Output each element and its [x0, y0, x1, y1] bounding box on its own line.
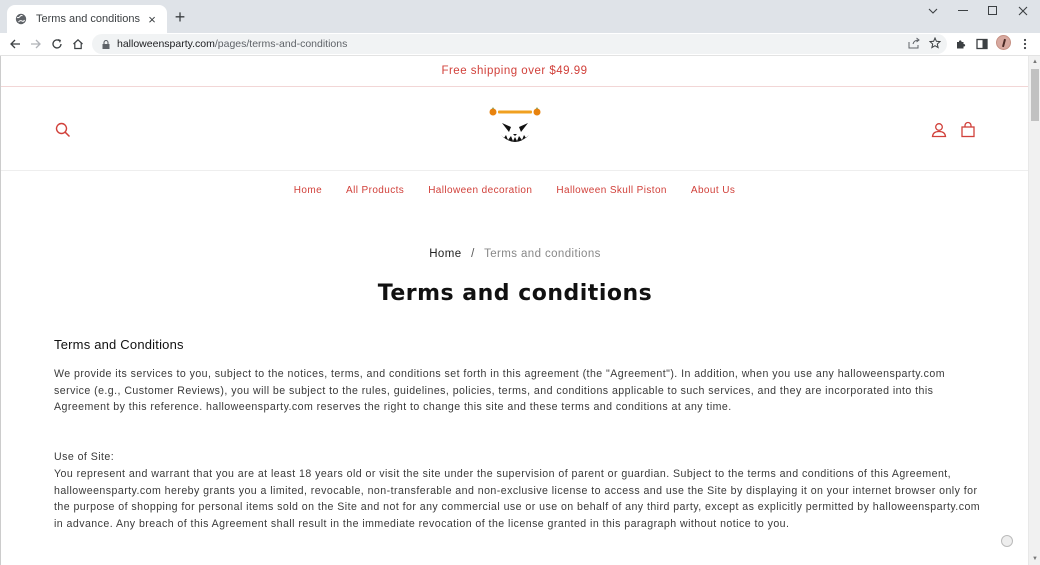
tab-title: Terms and conditions	[36, 13, 140, 25]
minimize-window-icon[interactable]	[948, 0, 978, 22]
main-nav	[1, 171, 1028, 209]
globe-icon	[15, 13, 27, 25]
nav-about-us[interactable]: About Us	[690, 184, 736, 196]
cart-bag-icon[interactable]	[959, 121, 977, 139]
address-bar[interactable]	[92, 34, 947, 54]
section-heading: Terms and Conditions	[54, 337, 184, 352]
use-of-site-heading: Use of Site:	[54, 451, 115, 464]
breadcrumb-current: Terms and conditions	[484, 248, 601, 260]
side-panel-icon[interactable]	[973, 35, 991, 53]
site-logo[interactable]	[487, 103, 543, 157]
lock-icon	[102, 40, 110, 49]
nav-halloween-skull-piston[interactable]: Halloween Skull Piston	[556, 184, 667, 196]
scroll-down-arrow-icon[interactable]: ▼	[1032, 556, 1038, 562]
extensions-puzzle-icon[interactable]	[952, 35, 970, 53]
scroll-up-arrow-icon[interactable]: ▲	[1032, 59, 1038, 65]
announcement-bar	[1, 56, 1028, 87]
page-scrollbar[interactable]	[1028, 56, 1040, 565]
home-icon[interactable]	[69, 35, 87, 53]
breadcrumb-separator: /	[471, 248, 475, 260]
browser-tab-active[interactable]	[7, 5, 167, 33]
new-tab-button[interactable]: +	[174, 7, 186, 27]
maximize-window-icon[interactable]	[978, 0, 1008, 22]
tab-search-chevron-icon[interactable]	[918, 0, 948, 22]
browser-tabstrip	[0, 0, 1040, 33]
nav-home[interactable]: Home	[293, 184, 323, 196]
page-content	[54, 337, 984, 533]
chat-widget-icon[interactable]	[1001, 535, 1013, 547]
nav-all-products[interactable]: All Products	[346, 184, 405, 196]
close-window-icon[interactable]	[1008, 0, 1038, 22]
close-tab-icon[interactable]: ×	[148, 11, 156, 27]
scrollbar-thumb[interactable]	[1031, 69, 1039, 121]
use-of-site-paragraph: You represent and warrant that you are at least 18 years old or visit the site under the supervision of parent or guardian. Subject to the terms and conditions of this Agreement, halloweensparty.com hereby grants you a limited, revocable, non-transferable and non-exclusive license to access and use the Site by displaying it on your internet browser only for the purpose of shopping for personal items sold on the Site and not for any commercial use or use on behalf of any third party, except as explicitly permitted by halloweensparty.com in advance. Any breach of this Agreement shall result in the immediate revocation of the license granted in this paragraph without notice to you.	[54, 467, 981, 530]
share-icon[interactable]	[906, 35, 922, 51]
site-header	[1, 87, 1028, 171]
intro-paragraph: We provide its services to you, subject to the notices, terms, and conditions set forth in this agreement (the "Agreement"). In addition, when you use any halloweensparty.com service (e.g., Customer Reviews), you will be subject to the rules, guidelines, policies, terms, and conditions applicable to such services, and they are incorporated into this Agreement by this reference. halloweensparty.com reserves the right to change this site and these terms and conditions at any time.	[54, 368, 945, 414]
nav-halloween-decoration[interactable]: Halloween decoration	[428, 184, 533, 196]
back-arrow-icon[interactable]	[6, 35, 24, 53]
browser-menu-kebab-icon[interactable]	[1016, 35, 1034, 53]
profile-avatar[interactable]	[996, 35, 1011, 50]
browser-toolbar	[0, 33, 1040, 56]
breadcrumb-home[interactable]: Home	[429, 248, 462, 260]
breadcrumb	[1, 248, 1028, 260]
bookmark-star-icon[interactable]	[927, 35, 943, 51]
account-icon[interactable]	[930, 121, 948, 139]
url-path: /pages/terms-and-conditions	[214, 38, 348, 50]
web-page	[0, 56, 1028, 565]
forward-arrow-icon[interactable]	[27, 35, 45, 53]
url-host: halloweensparty.com	[117, 38, 215, 50]
page-title: Terms and conditions	[377, 281, 653, 306]
announcement-text: Free shipping over $49.99	[441, 65, 588, 77]
search-icon[interactable]	[54, 121, 72, 139]
reload-icon[interactable]	[48, 35, 66, 53]
